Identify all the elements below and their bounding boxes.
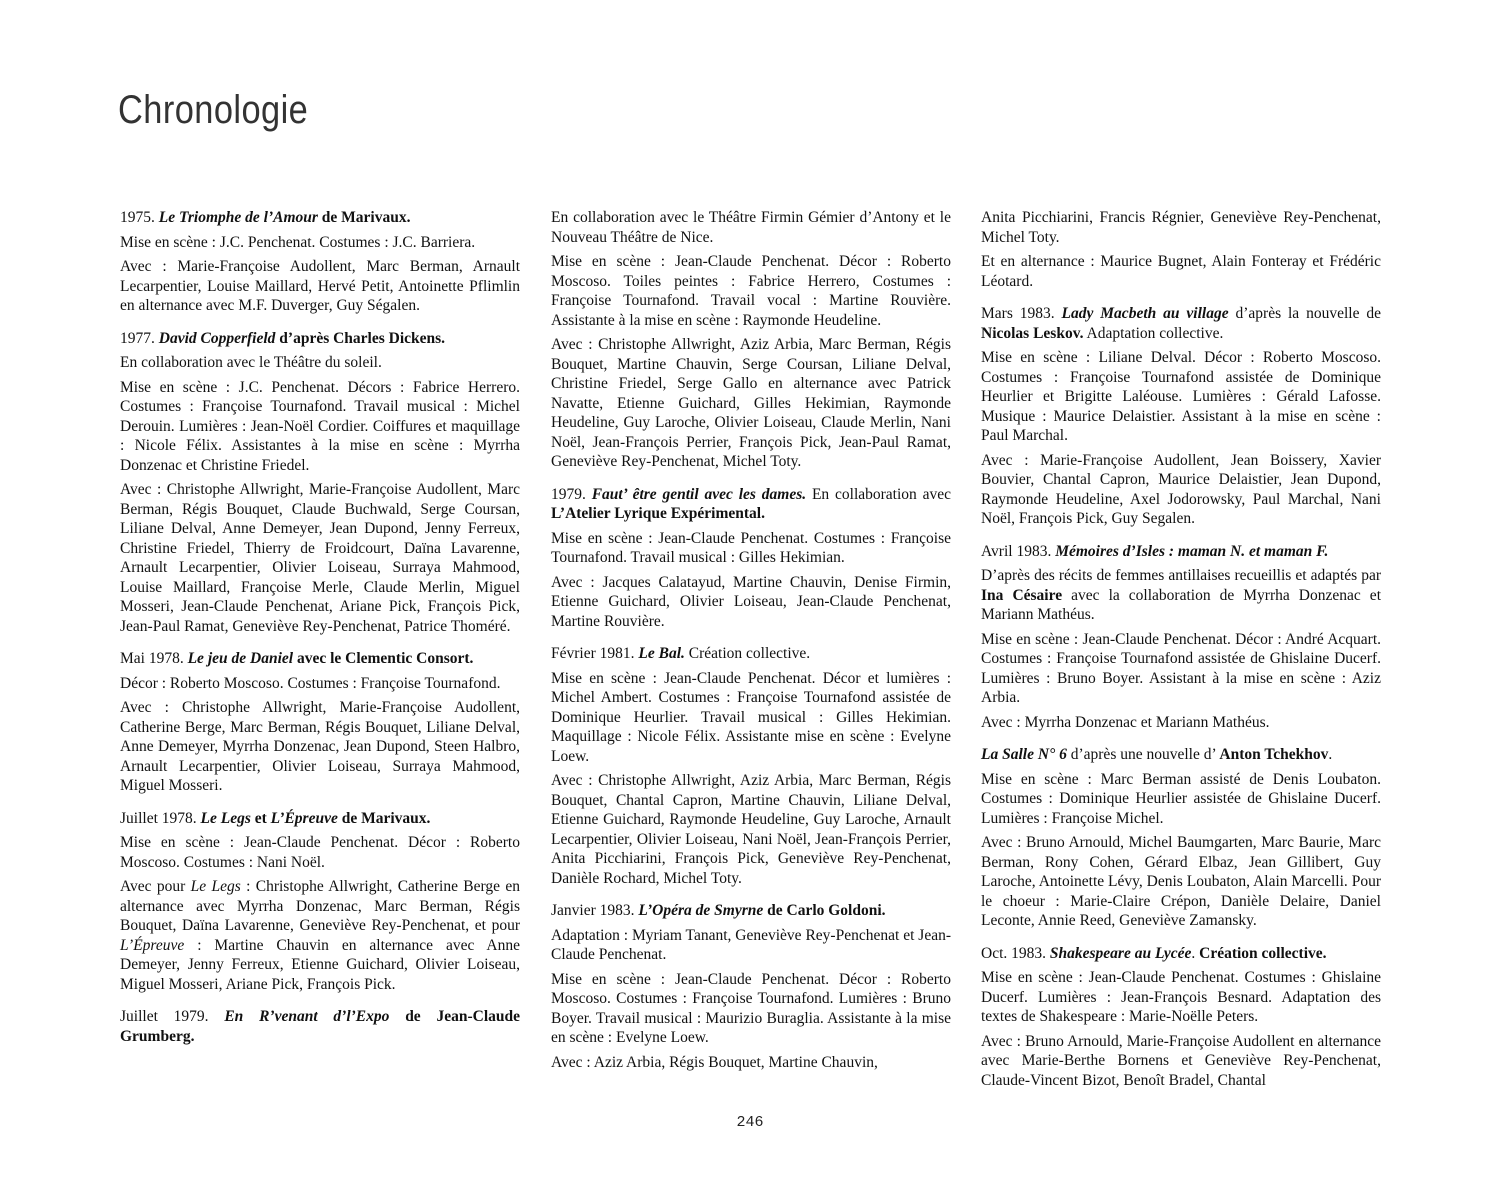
- entry-note: En collaboration avec le Théâtre Firmin Gémier d’Antony et le Nouveau Théâtre de Nice.: [551, 209, 951, 246]
- entry-heading: [551, 485, 951, 524]
- entry-credits: Mise en scène : Jean-Claude Penchenat. Décor : Roberto Moscoso. Costumes : Nani Noël.: [120, 834, 520, 871]
- entry-author: avec le Clementic Consort.: [293, 650, 474, 667]
- entry-cast: Avec : Aziz Arbia, Régis Bouquet, Martine Chauvin,: [551, 1053, 878, 1071]
- entry-credits: Mise en scène : Jean-Claude Penchenat. Costumes : Françoise Tournafond. Travail musical : Gilles Hekimian.: [551, 529, 951, 566]
- entry-credits: Mise en scène : Jean-Claude Penchenat. Décor : Roberto Moscoso. Costumes : Françoise Tournafond. Lumières : Bruno Boyer. Travail musical : Maurizio Buraglia. Assistante à la mise en scène : Evelyne Loew.: [551, 970, 951, 1046]
- note-text: D’après des récits de femmes antillaises recueillis et adaptés par: [981, 567, 1381, 584]
- entry-author: Nicolas Leskov.: [981, 324, 1084, 342]
- entry-work-title: L’Opéra de Smyrne: [638, 902, 764, 919]
- entry-la-salle-n6: [981, 745, 1381, 931]
- entry-note-inline: Création collective.: [684, 645, 811, 662]
- entry-mai-1978: [120, 649, 520, 796]
- entry-note-inline: .: [1328, 746, 1333, 763]
- entry-work-title: Lady Macbeth au village: [1061, 305, 1229, 322]
- page-title: Chronologie: [118, 88, 309, 132]
- entry-janvier-1983: [551, 901, 951, 1072]
- entry-author: de Marivaux.: [337, 809, 431, 827]
- cast-text: Avec pour: [120, 878, 191, 895]
- entry-author: d’après Charles Dickens.: [275, 329, 446, 347]
- entry-heading: [981, 944, 1381, 964]
- entry-cast: Avec : Christophe Allwright, Marie-Françoise Audollent, Catherine Berge, Marc Berman, Régis Bouquet, Liliane Delval, Anne Demeyer, Myrrha Donzenac, Jean Dupond, Steen Halbro, Arnault Lecarpentier, Olivier Loiseau, Surraya Mahmood, Miguel Mosseri.: [120, 699, 520, 794]
- entry-avril-1983: [981, 542, 1381, 733]
- entry-heading: [120, 208, 520, 228]
- cast-work-title: L’Épreuve: [120, 936, 185, 954]
- entry-work-title: La Salle N° 6: [981, 746, 1067, 763]
- entry-author: de Carlo Goldoni.: [763, 902, 886, 919]
- entry-heading: [981, 304, 1381, 343]
- entry-janvier-1983-cont: [981, 208, 1381, 291]
- entry-juillet-1978: [120, 809, 520, 995]
- entry-credits: Mise en scène : Marc Berman assisté de Denis Loubaton. Costumes : Dominique Heurlier assistée de Ghislaine Ducerf. Lumières : Françoise Michel.: [981, 770, 1381, 827]
- entry-heading: [120, 329, 520, 349]
- entry-credits: Décor : Roberto Moscoso. Costumes : Françoise Tournafond.: [120, 674, 501, 692]
- entry-year: Juillet 1979.: [120, 1008, 225, 1025]
- entry-credits: Mise en scène : Jean-Claude Penchenat. Décor : André Acquart. Costumes : Françoise Tournafond assistée de Ghislaine Ducerf. Lumières : Bruno Boyer. Assistant à la mise en scène : Aziz Arbia.: [981, 630, 1381, 706]
- entry-collaborator: L’Atelier Lyrique Expérimental.: [551, 505, 765, 522]
- entry-year: Juillet 1978.: [120, 809, 201, 827]
- entry-work-title: Mémoires d’Isles : maman N. et maman F.: [1055, 542, 1329, 560]
- entry-note: En collaboration avec le Théâtre du soleil.: [120, 354, 382, 371]
- entry-cast: [120, 877, 520, 994]
- entry-cast: Avec : Marie-Françoise Audollent, Jean Boissery, Xavier Bouvier, Chantal Capron, Maurice Delaistier, Jean Dupond, Raymonde Heudeline, Axel Jodorowsky, Paul Marchal, Nani Noël, François Pick, Guy Segalen.: [981, 451, 1381, 527]
- entry-note-inline: En collaboration avec: [806, 485, 952, 503]
- entry-cast: Avec : Jacques Calatayud, Martine Chauvin, Denise Firmin, Etienne Guichard, Olivier Loiseau, Jean-Claude Penchenat, Martine Rouvière.: [551, 573, 951, 630]
- entry-work-title: Le Bal.: [638, 645, 685, 662]
- note-author: Ina Césaire: [981, 586, 1063, 604]
- entry-heading: [551, 644, 951, 664]
- entry-year: 1979.: [551, 485, 592, 503]
- entry-1977: [120, 329, 520, 637]
- entry-adaptation: Adaptation : Myriam Tanant, Geneviève Rey-Penchenat et Jean-Claude Penchenat.: [551, 926, 951, 963]
- entry-work-title: Le Triomphe de l’Amour: [158, 209, 318, 226]
- entry-credits: Mise en scène : J.C. Penchenat. Décors : Fabrice Herrero. Costumes : Françoise Tournafond. Travail musical : Michel Derouin. Lumières : Jean-Noël Cordier. Coiffures et maquillage : Nicole Félix. Assistantes à la mise en scène : Myrrha Donzenac et Christine Friedel.: [120, 378, 520, 474]
- entry-heading: [551, 901, 951, 921]
- entry-credits: Mise en scène : Jean-Claude Penchenat. Décor : Roberto Moscoso. Toiles peintes : Fabrice Herrero, Costumes : Françoise Tournafond. Travail vocal : Martine Rouvière. Assistante à la mise en scène : Raymonde Heudeline.: [551, 253, 951, 329]
- entry-work-title: Le jeu de Daniel: [187, 650, 294, 667]
- entry-oct-1983: [981, 944, 1381, 1091]
- entry-heading: [120, 649, 520, 669]
- column-3: [981, 208, 1381, 1103]
- entry-author: de Jean-Claude Grumberg.: [120, 1008, 521, 1045]
- entry-work-title: Faut’ être gentil avec les dames.: [591, 485, 807, 503]
- entry-note-inline: .: [1191, 944, 1200, 962]
- entry-year: Avril 1983.: [981, 542, 1056, 560]
- entry-juillet-1979-cont: [551, 208, 951, 472]
- entry-cast: Anita Picchiarini, Francis Régnier, Geneviève Rey-Penchenat, Michel Toty.: [981, 209, 1381, 246]
- entry-cast: Avec : Myrrha Donzenac et Mariann Mathéus.: [981, 713, 1270, 731]
- entry-author: Anton Tchekhov: [1219, 746, 1329, 763]
- entry-year: 1977.: [120, 329, 159, 347]
- entry-cast: Avec : Bruno Arnould, Michel Baumgarten, Marc Baurie, Marc Berman, Rony Cohen, Gérard Elbaz, Jean Gillibert, Guy Laroche, Antoinette Lévy, Denis Loubaton, Alain Marcelli. Pour le choeur : Marie-Claire Crépon, Danièle Delaire, Daniel Leconte, Annie Reed, Geneviève Zamansky.: [981, 834, 1381, 929]
- entry-heading: [120, 1007, 520, 1046]
- entry-year: Mars 1983.: [981, 305, 1062, 322]
- entry-fevrier-1981: [551, 644, 951, 888]
- note-text: avec la collaboration de Myrrha Donzenac et Mariann Mathéus.: [981, 586, 1381, 623]
- entry-work-title: Shakespeare au Lycée: [1049, 944, 1192, 962]
- entry-cast: Avec : Christophe Allwright, Aziz Arbia, Marc Berman, Régis Bouquet, Chantal Capron, Martine Chauvin, Liliane Delval, Etienne Guichard, Raymonde Heudeline, Guy Laroche, Arnault Lecarpentier, Olivier Loiseau, Nani Noël, Jean-François Perrier, Anita Picchiarini, François Pick, Geneviève Rey-Penchenat, Danièle Rochard, Michel Toty.: [551, 772, 951, 887]
- entry-heading: [981, 542, 1381, 562]
- entry-note-inline: Adaptation collective.: [1083, 324, 1224, 342]
- column-2: [551, 208, 951, 1085]
- entry-1979: [551, 485, 951, 632]
- cast-work-title: Le Legs: [190, 878, 241, 895]
- entry-credits: Mise en scène : Liliane Delval. Décor : Roberto Moscoso. Costumes : Françoise Tournafond assistée de Dominique Heurlier et Brigitte Laléouse. Lumières : Gérald Lafosse. Musique : Maurice Delaistier. Assistant à la mise en scène : Paul Marchal.: [981, 349, 1381, 444]
- page-number: 246: [736, 1114, 764, 1131]
- entry-juillet-1979: [120, 1007, 520, 1046]
- entry-year: Janvier 1983.: [551, 902, 639, 919]
- entry-credits: Mise en scène : J.C. Penchenat. Costumes : J.C. Barriera.: [120, 233, 476, 251]
- entry-cast: Avec : Bruno Arnould, Marie-Françoise Audollent en alternance avec Marie-Berthe Bornens et Geneviève Rey-Penchenat, Claude-Vincent Bizot, Benoît Bradel, Chantal: [981, 1032, 1381, 1089]
- entry-note-bold: Création collective.: [1199, 944, 1327, 962]
- entry-credits: Mise en scène : Jean-Claude Penchenat. Costumes : Ghislaine Ducerf. Lumières : Jean-François Besnard. Adaptation des textes de Shakespeare : Marie-Noëlle Peters.: [981, 969, 1381, 1025]
- entry-year: Mai 1978.: [120, 650, 188, 667]
- entry-connector: et: [250, 809, 271, 827]
- entry-cast: Avec : Christophe Allwright, Aziz Arbia, Marc Berman, Régis Bouquet, Martine Chauvin, Serge Coursan, Liliane Delval, Christine Friedel, Serge Gallo en alternance avec Patrick Navatte, Etienne Guichard, Gilles Hekimian, Raymonde Heudeline, Guy Laroche, Olivier Loiseau, Claude Merlin, Nani Noël, Jean-François Perrier, François Pick, Jean-Paul Ramat, Geneviève Rey-Penchenat, Michel Toty.: [551, 336, 951, 470]
- entry-note-inline: d’après la nouvelle de: [1228, 305, 1381, 322]
- entry-work-title: En R’venant d’l’Expo: [224, 1008, 390, 1025]
- entry-author: de Marivaux.: [317, 209, 411, 226]
- cast-text: : Martine Chauvin en alternance avec Anne Demeyer, Jenny Ferreux, Etienne Guichard, Olivier Loiseau, Miguel Mosseri, Ariane Pick, François Pick.: [120, 936, 520, 993]
- entry-cast: Avec : Marie-Françoise Audollent, Marc Berman, Arnault Lecarpentier, Louise Maillard, Hervé Petit, Antoinette Pflimlin en alternance avec M.F. Duverger, Guy Ségalen.: [120, 258, 520, 314]
- entry-alternates: Et en alternance : Maurice Bugnet, Alain Fonteray et Frédéric Léotard.: [981, 253, 1381, 290]
- entry-heading: [981, 745, 1381, 765]
- entry-year: 1975.: [120, 209, 159, 226]
- entry-heading: [120, 809, 520, 829]
- entry-mars-1983: [981, 304, 1381, 529]
- entry-year: Février 1981.: [551, 645, 639, 662]
- entry-work-title: David Copperfield: [158, 329, 276, 347]
- entry-work-title-2: L’Épreuve: [270, 809, 338, 827]
- entry-year: Oct. 1983.: [981, 944, 1050, 962]
- entry-note-inline: d’après une nouvelle d’: [1066, 746, 1220, 763]
- entry-credits: Mise en scène : Jean-Claude Penchenat. Décor et lumières : Michel Ambert. Costumes : Françoise Tournafond assistée de Dominique Heurlier. Travail musical : Gilles Hekimian. Maquillage : Nicole Félix. Assistante mise en scène : Evelyne Loew.: [551, 669, 951, 765]
- cast-text: : Christophe Allwright, Catherine Berge en alternance avec Myrrha Donzenac, Marc Berman, Régis Bouquet, Daïna Lavarenne, Geneviève Rey-Penchenat, et pour: [120, 878, 520, 934]
- entry-1975: [120, 208, 520, 316]
- entry-cast: Avec : Christophe Allwright, Marie-Françoise Audollent, Marc Berman, Régis Bouquet, Claude Buchwald, Serge Coursan, Liliane Delval, Anne Demeyer, Jean Dupond, Jenny Ferreux, Christine Friedel, Thierry de Froidcourt, Daïna Lavarenne, Arnault Lecarpentier, Olivier Loiseau, Surraya Mahmood, Louise Maillard, Françoise Merle, Claude Merlin, Miguel Mosseri, Jean-Claude Penchenat, Ariane Pick, François Pick, Jean-Paul Ramat, Geneviève Rey-Penchenat, Patrice Thoméré.: [120, 481, 520, 635]
- entry-note: [981, 566, 1381, 625]
- entry-work-title: Le Legs: [200, 809, 251, 827]
- column-1: [120, 208, 520, 1059]
